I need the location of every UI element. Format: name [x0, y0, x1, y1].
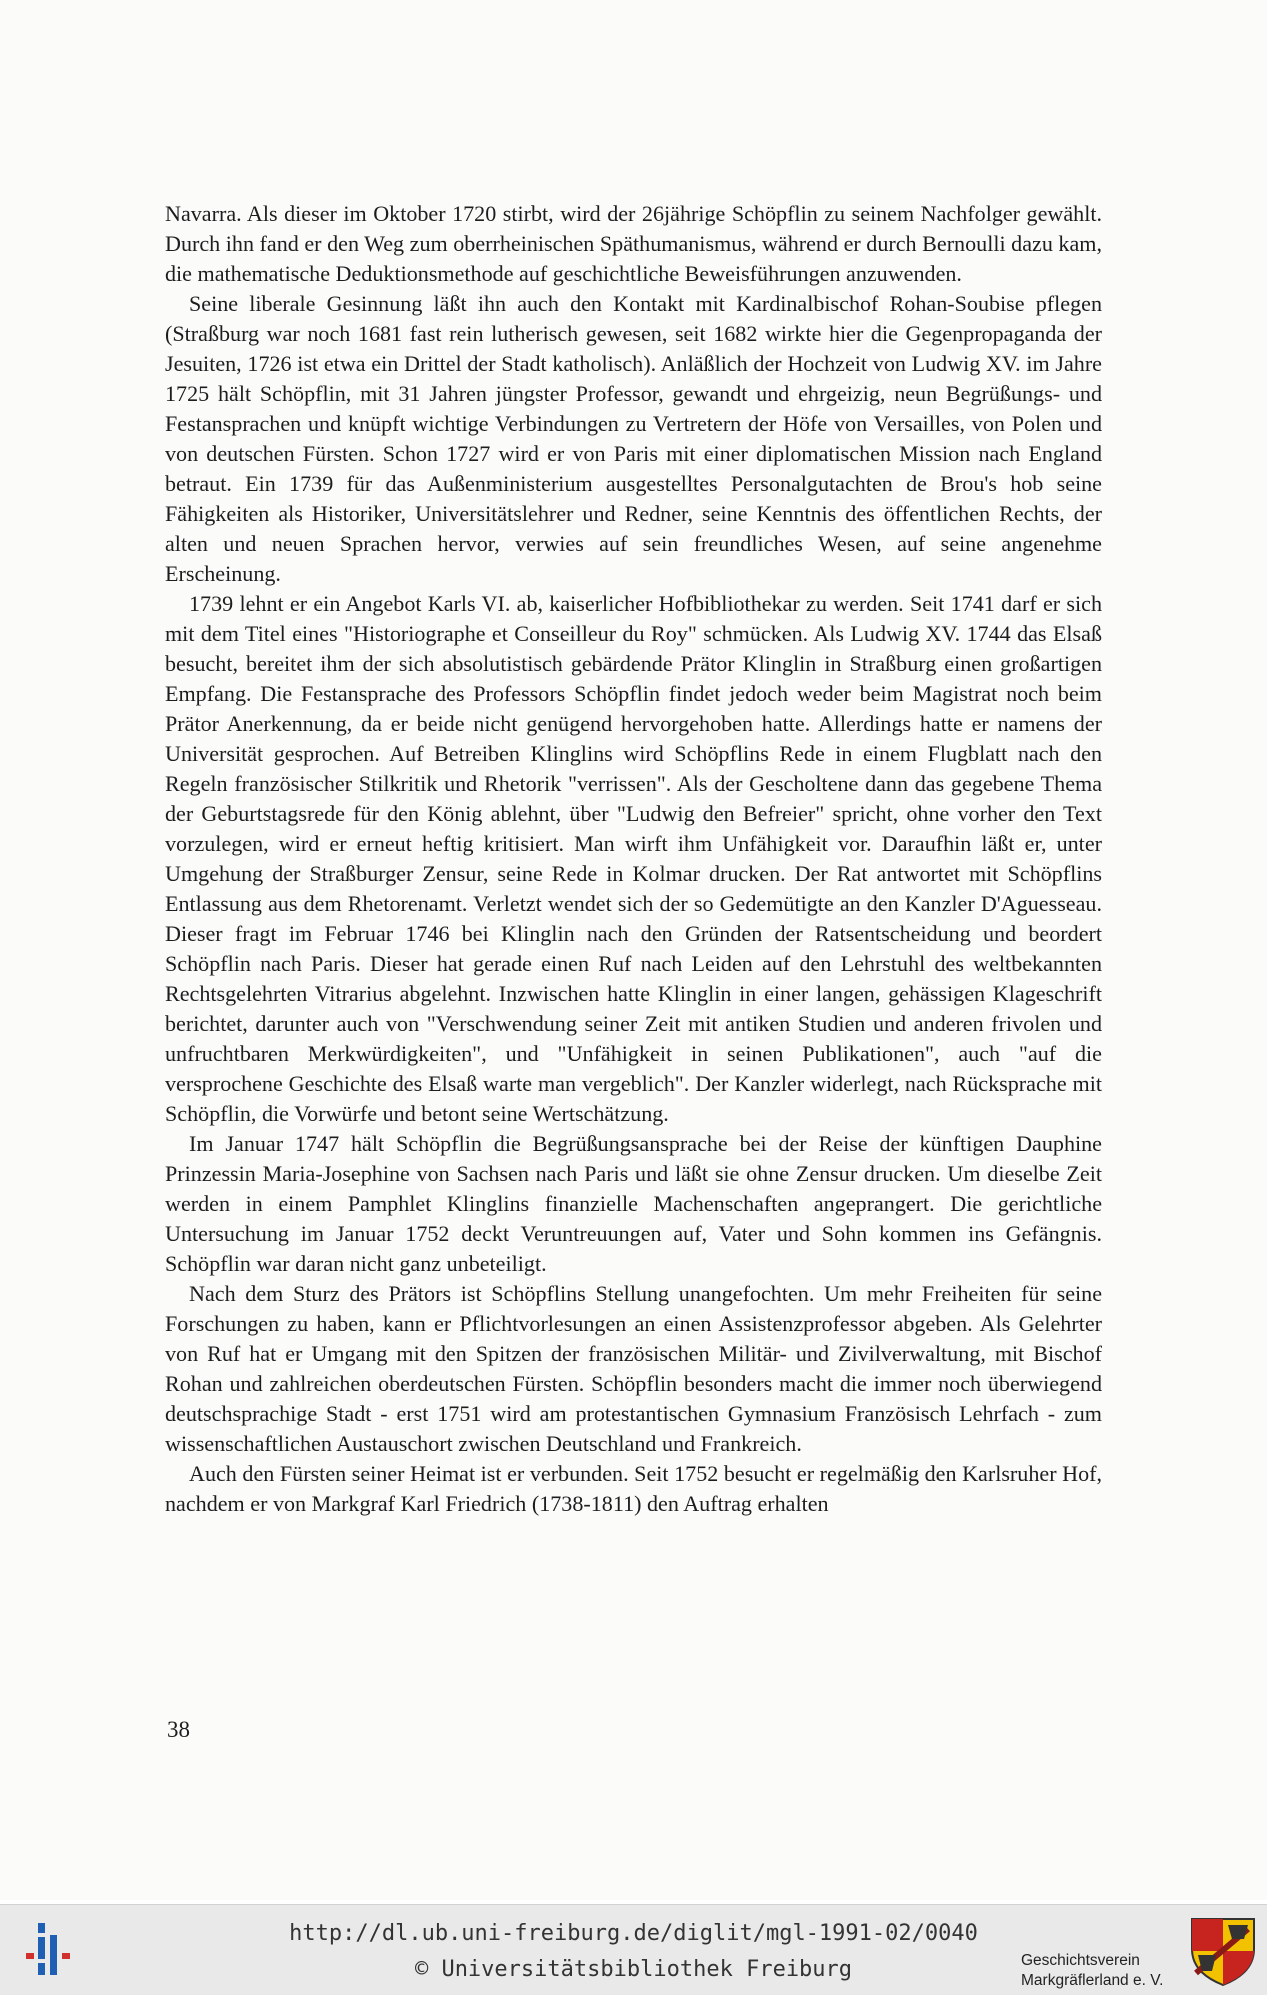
society-name — [1021, 1951, 1163, 1991]
coat-of-arms-icon — [1188, 1915, 1258, 1987]
paragraph-6: Auch den Fürsten seiner Heimat ist er verbunden. Seit 1752 besucht er regelmäßig den Karlsruher Hof, nachdem er von Markgraf Karl Friedrich (1738-1811) den Auftrag erhalten — [165, 1461, 1102, 1516]
body-text — [165, 199, 1102, 1519]
paragraph-3: 1739 lehnt er ein Angebot Karls VI. ab, kaiserlicher Hofbibliothekar zu werden. Seit 1741 darf er sich mit dem Titel eines "Historiographe et Conseilleur du Roy" schmücken. Als Ludwig XV. 1744 das Elsaß besucht, bereitet ihm der sich absolutistisch gebärdende Prätor Klinglin in Straßburg einen großartigen Empfang. Die Festansprache des Professors Schöpflin findet jedoch weder beim Magistrat noch beim Prätor Anerkennung, da er beide nicht genügend hervorgehoben hatte. Allerdings hatte er namens der Universität gesprochen. Auf Betreiben Klinglins wird Schöpflins Rede in einem Flugblatt nach den Regeln französischer Stilkritik und Rhetorik "verrissen". Als der Gescholtene dann das gegebene Thema der Geburtstagsrede für den König ablehnt, über "Ludwig den Befreier" spricht, ohne vorher den Text vorzulegen, wird er erneut heftig kritisiert. Man wirft ihm Unfähigkeit vor. Daraufhin läßt er, unter Umgehung der Straßburger Zensur, seine Rede in Kolmar drucken. Der Rat antwortet mit Schöpflins Entlassung aus dem Rhetorenamt. Verletzt wendet sich der so Gedemütigte an den Kanzler D'Aguesseau. Dieser fragt im Februar 1746 bei Klinglin nach den Gründen der Ratsentscheidung und beordert Schöpflin nach Paris. Dieser hat gerade einen Ruf nach Leiden auf den Lehrstuhl des weltbekannten Rechtsgelehrten Vitrarius abgelehnt. Inzwischen hatte Klinglin in einer langen, gehässigen Klageschrift berichtet, darunter auch von "Verschwendung seiner Zeit mit antiken Studien und anderen frivolen und unfruchtbaren Merkwürdigkeiten", und "Unfähigkeit in seinen Publikationen", auch "auf die versprochene Geschichte des Elsaß warte man vergeblich". Der Kanzler widerlegt, nach Rücksprache mit Schöpflin, die Vorwürfe und betont seine Wertschätzung. — [165, 591, 1102, 1126]
paragraph-2: Seine liberale Gesinnung läßt ihn auch den Kontakt mit Kardinalbischof Rohan-Soubise pflegen (Straßburg war noch 1681 fast rein lutherisch gewesen, seit 1682 wirkte hier die Gegenpropaganda der Jesuiten, 1726 ist etwa ein Drittel der Stadt katholisch). Anläßlich der Hochzeit von Ludwig XV. im Jahre 1725 hält Schöpflin, mit 31 Jahren jüngster Professor, gewandt und ehrgeizig, neun Begrüßungs- und Festansprachen und knüpft wichtige Verbindungen zu Vertretern der Höfe von Versailles, von Polen und von deutschen Fürsten. Schon 1727 wird er von Paris mit einer diplomatischen Mission nach England betraut. Ein 1739 für das Außenministerium ausgestelltes Personalgutachten de Brou's hob seine Fähigkeiten als Historiker, Universitätslehrer und Redner, seine Kenntnis des öffentlichen Rechts, der alten und neuen Sprachen hervor, verwies auf sein freundliches Wesen, auf seine angenehme Erscheinung. — [165, 291, 1102, 586]
copyright-notice: © Universitätsbibliothek Freiburg — [414, 1957, 853, 1982]
society-line-1: Geschichtsverein — [1021, 1952, 1140, 1969]
document-url[interactable]: http://dl.ub.uni-freiburg.de/diglit/mgl-1991-02/0040 — [289, 1921, 978, 1946]
page-number: 38 — [167, 1717, 190, 1742]
paragraph-1: Navarra. Als dieser im Oktober 1720 stirbt, wird der 26jährige Schöpflin zu seinem Nachfolger gewählt. Durch ihn fand er den Weg zum oberrheinischen Späthumanismus, während er durch Bernoulli dazu kam, die mathematische Deduktionsmethode auf geschichtliche Beweisführungen anzuwenden. — [165, 201, 1102, 286]
society-line-2: Markgräflerland e. V. — [1021, 1972, 1164, 1989]
paragraph-5: Nach dem Sturz des Prätors ist Schöpflins Stellung unangefochten. Um mehr Freiheiten für seine Forschungen zu haben, kann er Pflichtvorlesungen an einen Assistenzprofessor abgeben. Als Gelehrter von Ruf hat er Umgang mit den Spitzen der französischen Militär- und Zivilverwaltung, mit Bischof Rohan und zahlreichen oberdeutschen Fürsten. Schöpflin besonders macht die immer noch überwiegend deutschsprachige Stadt - erst 1751 wird am protestantischen Gymnasium Französisch Lehrfach - zum wissenschaftlichen Austauschort zwischen Deutschland und Frankreich. — [165, 1281, 1102, 1456]
viewer-footer — [0, 1904, 1267, 1995]
paragraph-4: Im Januar 1747 hält Schöpflin die Begrüßungsansprache bei der Reise der künftigen Dauphine Prinzessin Maria-Josephine von Sachsen nach Paris und läßt sie ohne Zensur drucken. Um dieselbe Zeit werden in einem Pamphlet Klinglins finanzielle Machenschaften angeprangert. Die gerichtliche Untersuchung im Januar 1752 deckt Veruntreuungen auf, Vater und Sohn kommen ins Gefängnis. Schöpflin war daran nicht ganz unbeteiligt. — [165, 1131, 1102, 1276]
